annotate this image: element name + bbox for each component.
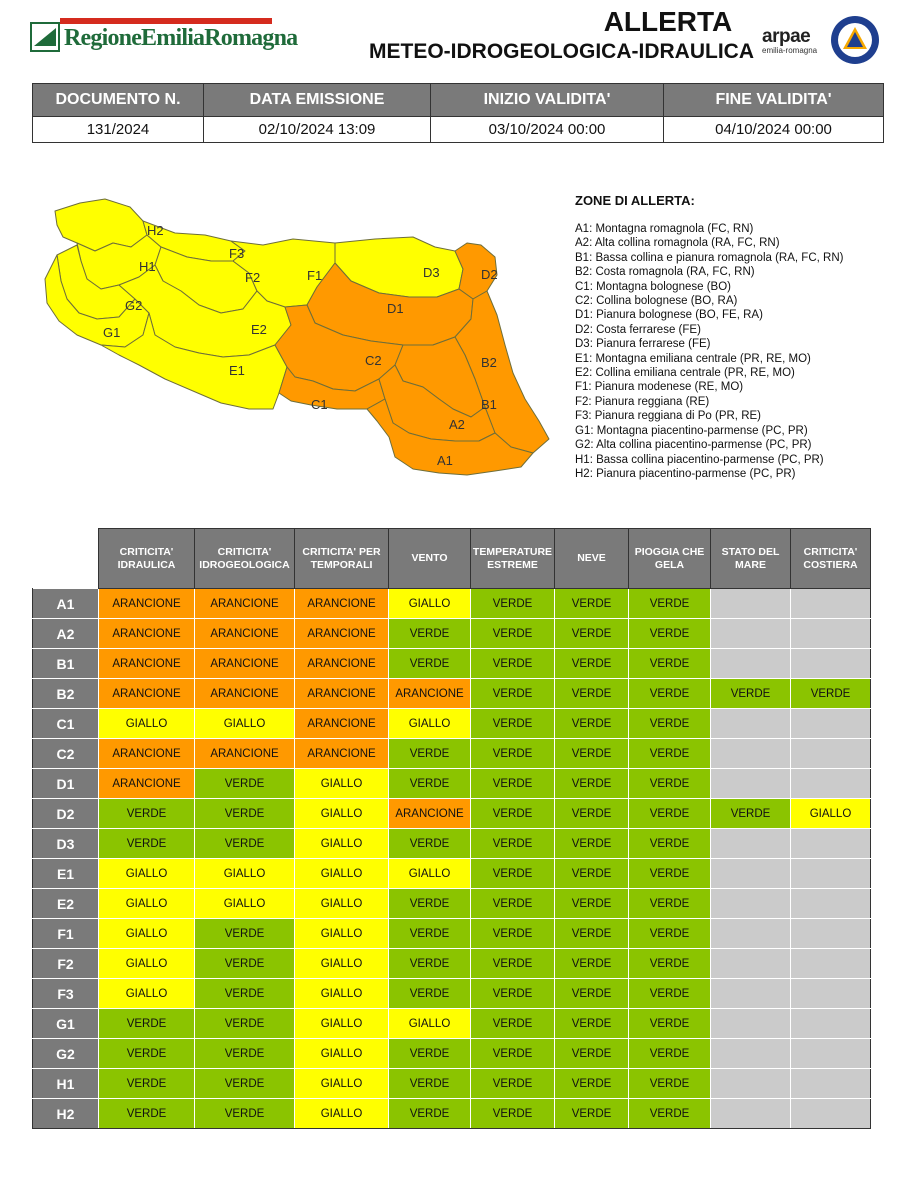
alert-level-cell: VERDE (195, 919, 295, 949)
alert-level-cell: VERDE (555, 889, 629, 919)
alert-level-cell: VERDE (629, 949, 711, 979)
alert-level-cell: VERDE (471, 1039, 555, 1069)
alert-level-cell: VERDE (389, 949, 471, 979)
arpae-logo-text: arpae (762, 26, 811, 47)
alert-level-cell: VERDE (471, 679, 555, 709)
not-applicable-cell (711, 649, 791, 679)
alert-level-cell: GIALLO (389, 1009, 471, 1039)
map-zone-label: F1 (307, 268, 323, 283)
alert-zones-map (35, 195, 560, 480)
zone-code-cell: A1 (33, 589, 99, 619)
alert-level-cell: GIALLO (295, 859, 389, 889)
alert-level-cell: VERDE (555, 799, 629, 829)
table-row (33, 1069, 871, 1099)
column-header: STATO DEL MARE (711, 529, 791, 589)
page-title: ALLERTA (603, 6, 733, 37)
zone-legend-item: A2: Alta collina romagnola (RA, FC, RN) (575, 237, 780, 250)
alert-level-cell: GIALLO (389, 709, 471, 739)
document-header-row (33, 84, 884, 117)
column-header: CRITICITA' IDRAULICA (99, 529, 195, 589)
alert-level-cell: VERDE (555, 1099, 629, 1129)
not-applicable-cell (711, 1039, 791, 1069)
alert-level-cell: VERDE (195, 1039, 295, 1069)
alert-level-cell: VERDE (195, 949, 295, 979)
not-applicable-cell (791, 619, 871, 649)
alert-level-cell: VERDE (389, 649, 471, 679)
alert-level-cell: VERDE (555, 739, 629, 769)
alert-level-cell: VERDE (471, 1009, 555, 1039)
alert-level-cell: VERDE (471, 859, 555, 889)
not-applicable-cell (791, 1039, 871, 1069)
alert-level-cell: GIALLO (99, 859, 195, 889)
map-zone-label: B2 (481, 355, 497, 370)
table-row (33, 739, 871, 769)
alert-level-cell: VERDE (629, 769, 711, 799)
not-applicable-cell (711, 1009, 791, 1039)
document-header-cell: INIZIO VALIDITA' (431, 84, 664, 117)
alert-level-cell: VERDE (629, 649, 711, 679)
column-header: NEVE (555, 529, 629, 589)
table-corner (33, 529, 99, 589)
alert-level-cell: GIALLO (195, 709, 295, 739)
zone-legend-item: B2: Costa romagnola (RA, FC, RN) (575, 266, 755, 279)
alert-level-cell: GIALLO (389, 859, 471, 889)
alert-level-cell: VERDE (471, 919, 555, 949)
not-applicable-cell (791, 949, 871, 979)
alert-level-cell: VERDE (195, 829, 295, 859)
alert-level-cell: VERDE (389, 1069, 471, 1099)
alert-level-cell: VERDE (471, 1069, 555, 1099)
zone-code-cell: E2 (33, 889, 99, 919)
alert-level-cell: GIALLO (99, 709, 195, 739)
zone-code-cell: H1 (33, 1069, 99, 1099)
alert-level-cell: GIALLO (295, 1009, 389, 1039)
not-applicable-cell (711, 739, 791, 769)
alert-level-cell: VERDE (555, 1039, 629, 1069)
map-zone-label: D1 (387, 301, 404, 316)
alert-level-cell: ARANCIONE (389, 799, 471, 829)
document-info-table (32, 83, 884, 143)
arpae-logo (762, 26, 828, 60)
validity-end: 04/10/2024 00:00 (664, 117, 884, 143)
alert-level-cell: VERDE (629, 709, 711, 739)
alert-level-cell: GIALLO (389, 589, 471, 619)
not-applicable-cell (791, 889, 871, 919)
map-zone-label: D2 (481, 267, 498, 282)
column-header: CRITICITA' PER TEMPORALI (295, 529, 389, 589)
table-row (33, 619, 871, 649)
map-zone-h2 (55, 199, 147, 251)
alert-level-cell: VERDE (471, 1099, 555, 1129)
alert-level-cell: ARANCIONE (99, 679, 195, 709)
alert-level-cell: ARANCIONE (99, 589, 195, 619)
alert-level-cell: GIALLO (295, 979, 389, 1009)
alert-level-cell: VERDE (711, 679, 791, 709)
document-header-cell: DATA EMISSIONE (204, 84, 431, 117)
not-applicable-cell (791, 649, 871, 679)
alert-level-cell: VERDE (629, 919, 711, 949)
not-applicable-cell (791, 919, 871, 949)
zone-code-cell: C2 (33, 739, 99, 769)
alert-level-cell: VERDE (389, 919, 471, 949)
not-applicable-cell (791, 769, 871, 799)
zone-code-cell: H2 (33, 1099, 99, 1129)
zones-legend-list (575, 222, 843, 481)
alert-level-cell: GIALLO (295, 949, 389, 979)
alert-level-cell: VERDE (99, 1069, 195, 1099)
alert-level-cell: ARANCIONE (195, 589, 295, 619)
not-applicable-cell (711, 859, 791, 889)
alert-level-cell: VERDE (471, 829, 555, 859)
alert-level-cell: VERDE (389, 889, 471, 919)
map-zone-label: F2 (245, 270, 261, 285)
column-header: CRITICITA' COSTIERA (791, 529, 871, 589)
alert-level-cell: ARANCIONE (195, 619, 295, 649)
zone-legend-item: D1: Pianura bolognese (BO, FE, RA) (575, 309, 763, 322)
alert-level-cell: VERDE (195, 769, 295, 799)
alert-level-cell: ARANCIONE (295, 679, 389, 709)
not-applicable-cell (711, 949, 791, 979)
map-zone-label: D3 (423, 265, 440, 280)
alert-level-cell: VERDE (629, 589, 711, 619)
table-row (33, 919, 871, 949)
not-applicable-cell (711, 619, 791, 649)
alert-level-cell: VERDE (471, 709, 555, 739)
alert-level-cell: VERDE (471, 769, 555, 799)
alert-level-cell: GIALLO (791, 799, 871, 829)
zone-legend-item: D3: Pianura ferrarese (FE) (575, 338, 711, 351)
alert-level-cell: VERDE (555, 919, 629, 949)
not-applicable-cell (791, 859, 871, 889)
not-applicable-cell (711, 979, 791, 1009)
alert-level-cell: GIALLO (99, 979, 195, 1009)
zone-code-cell: G1 (33, 1009, 99, 1039)
table-row (33, 679, 871, 709)
regione-logo-mark-icon (30, 22, 60, 52)
alert-level-cell: VERDE (555, 859, 629, 889)
alert-level-cell: VERDE (555, 709, 629, 739)
column-header: VENTO (389, 529, 471, 589)
column-header: PIOGGIA CHE GELA (629, 529, 711, 589)
table-row (33, 1009, 871, 1039)
alert-level-cell: VERDE (629, 619, 711, 649)
document-header-cell: FINE VALIDITA' (664, 84, 884, 117)
table-row (33, 859, 871, 889)
zone-legend-item: F1: Pianura modenese (RE, MO) (575, 381, 744, 394)
alert-level-cell: VERDE (471, 649, 555, 679)
alert-level-cell: VERDE (99, 1099, 195, 1129)
table-row (33, 709, 871, 739)
alert-level-cell: VERDE (389, 769, 471, 799)
alert-level-cell: ARANCIONE (295, 649, 389, 679)
alert-level-cell: GIALLO (295, 1099, 389, 1129)
zone-legend-item: C2: Collina bolognese (BO, RA) (575, 295, 738, 308)
not-applicable-cell (711, 829, 791, 859)
zone-code-cell: F3 (33, 979, 99, 1009)
alert-level-cell: VERDE (195, 979, 295, 1009)
alert-level-cell: VERDE (99, 799, 195, 829)
map-zone-label: A2 (449, 417, 465, 432)
alert-level-cell: VERDE (195, 799, 295, 829)
zone-legend-item: C1: Montagna bolognese (BO) (575, 280, 731, 293)
alert-level-cell: ARANCIONE (295, 709, 389, 739)
zone-code-cell: F2 (33, 949, 99, 979)
alert-level-cell: VERDE (389, 979, 471, 1009)
alert-level-cell: GIALLO (99, 889, 195, 919)
zone-legend-item: E2: Collina emiliana centrale (PR, RE, MO) (575, 367, 795, 380)
zone-legend-item: G2: Alta collina piacentino-parmense (PC, PR) (575, 439, 812, 452)
zone-code-cell: G2 (33, 1039, 99, 1069)
alert-level-cell: VERDE (629, 1009, 711, 1039)
alert-level-cell: VERDE (555, 589, 629, 619)
alert-level-cell: VERDE (99, 1009, 195, 1039)
alert-level-cell: VERDE (99, 829, 195, 859)
alert-level-cell: ARANCIONE (295, 619, 389, 649)
zone-legend-item: H1: Bassa collina piacentino-parmense (PC, PR) (575, 453, 824, 466)
not-applicable-cell (711, 769, 791, 799)
alert-level-cell: ARANCIONE (389, 679, 471, 709)
map-zone-label: C1 (311, 397, 328, 412)
not-applicable-cell (791, 1069, 871, 1099)
logo-red-bar (60, 18, 272, 24)
not-applicable-cell (711, 1069, 791, 1099)
table-row (33, 889, 871, 919)
alert-level-cell: VERDE (629, 1099, 711, 1129)
zone-code-cell: F1 (33, 919, 99, 949)
zone-code-cell: B2 (33, 679, 99, 709)
map-zone-label: B1 (481, 397, 497, 412)
alert-level-cell: VERDE (471, 949, 555, 979)
alert-level-cell: VERDE (555, 619, 629, 649)
alert-level-cell: ARANCIONE (195, 679, 295, 709)
map-zone-label: A1 (437, 453, 453, 468)
zone-code-cell: B1 (33, 649, 99, 679)
not-applicable-cell (791, 709, 871, 739)
alert-level-cell: GIALLO (295, 829, 389, 859)
not-applicable-cell (791, 979, 871, 1009)
zones-legend-title: ZONE DI ALLERTA: (575, 193, 695, 208)
alert-level-cell: VERDE (711, 799, 791, 829)
arpae-logo-subtext: emilia-romagna (762, 46, 818, 55)
alert-table-header-row (33, 529, 871, 589)
emission-date: 02/10/2024 13:09 (204, 117, 431, 143)
alert-level-cell: VERDE (791, 679, 871, 709)
not-applicable-cell (791, 829, 871, 859)
map-zone-label: E2 (251, 322, 267, 337)
alert-level-cell: VERDE (389, 619, 471, 649)
alert-level-cell: VERDE (195, 1099, 295, 1129)
alert-level-cell: VERDE (629, 799, 711, 829)
zone-code-cell: E1 (33, 859, 99, 889)
alert-level-cell: GIALLO (295, 1069, 389, 1099)
alert-level-cell: VERDE (471, 889, 555, 919)
alert-level-cell: VERDE (471, 799, 555, 829)
alert-level-cell: ARANCIONE (99, 769, 195, 799)
alert-level-cell: VERDE (389, 829, 471, 859)
alert-level-cell: VERDE (629, 859, 711, 889)
alert-level-cell: VERDE (471, 589, 555, 619)
not-applicable-cell (711, 1099, 791, 1129)
alert-levels-table (32, 528, 871, 1129)
not-applicable-cell (711, 919, 791, 949)
zone-legend-item: D2: Costa ferrarese (FE) (575, 323, 701, 336)
alert-level-cell: VERDE (629, 1069, 711, 1099)
table-row (33, 769, 871, 799)
alert-level-cell: VERDE (389, 1099, 471, 1129)
regione-emilia-romagna-logo (30, 18, 298, 54)
map-zone-label: H2 (147, 223, 164, 238)
map-zone-label: H1 (139, 259, 156, 274)
table-row (33, 589, 871, 619)
alert-level-cell: ARANCIONE (195, 649, 295, 679)
alert-level-cell: VERDE (555, 949, 629, 979)
zone-legend-item: G1: Montagna piacentino-parmense (PC, PR) (575, 424, 808, 437)
alert-level-cell: VERDE (195, 1009, 295, 1039)
alert-level-cell: ARANCIONE (195, 739, 295, 769)
alert-level-cell: ARANCIONE (99, 739, 195, 769)
alert-level-cell: ARANCIONE (99, 649, 195, 679)
validity-start: 03/10/2024 00:00 (431, 117, 664, 143)
alert-level-cell: GIALLO (195, 889, 295, 919)
alert-level-cell: GIALLO (99, 919, 195, 949)
not-applicable-cell (711, 889, 791, 919)
alert-level-cell: VERDE (555, 769, 629, 799)
not-applicable-cell (711, 589, 791, 619)
document-number: 131/2024 (33, 117, 204, 143)
zone-code-cell: C1 (33, 709, 99, 739)
alert-level-cell: VERDE (195, 1069, 295, 1099)
table-row (33, 1039, 871, 1069)
document-value-row (33, 117, 884, 143)
alert-level-cell: ARANCIONE (99, 619, 195, 649)
alert-level-cell: VERDE (555, 829, 629, 859)
zone-code-cell: A2 (33, 619, 99, 649)
alert-level-cell: VERDE (629, 739, 711, 769)
map-zone-label: G1 (103, 325, 121, 340)
alert-level-cell: VERDE (629, 679, 711, 709)
zone-legend-item: H2: Pianura piacentino-parmense (PC, PR) (575, 467, 796, 480)
alert-level-cell: VERDE (389, 1039, 471, 1069)
alert-level-cell: VERDE (555, 1069, 629, 1099)
table-row (33, 649, 871, 679)
alert-level-cell: GIALLO (99, 949, 195, 979)
zone-legend-item: F2: Pianura reggiana (RE) (575, 395, 710, 408)
page-subtitle: METEO-IDROGEOLOGICA-IDRAULICA (369, 40, 754, 63)
not-applicable-cell (791, 1009, 871, 1039)
zone-legend-item: F3: Pianura reggiana di Po (PR, RE) (575, 410, 762, 423)
alert-level-cell: GIALLO (295, 769, 389, 799)
alert-level-cell: ARANCIONE (295, 589, 389, 619)
column-header: CRITICITA' IDROGEOLOGICA (195, 529, 295, 589)
document-header-cell: DOCUMENTO N. (33, 84, 204, 117)
alert-level-cell: ARANCIONE (295, 739, 389, 769)
alert-level-cell: VERDE (629, 979, 711, 1009)
alert-level-cell: VERDE (555, 649, 629, 679)
alert-level-cell: GIALLO (195, 859, 295, 889)
zone-legend-item: E1: Montagna emiliana centrale (PR, RE, MO) (575, 352, 811, 365)
map-zone-label: F3 (229, 246, 245, 261)
alert-level-cell: VERDE (629, 1039, 711, 1069)
zone-code-cell: D1 (33, 769, 99, 799)
not-applicable-cell (791, 589, 871, 619)
not-applicable-cell (791, 739, 871, 769)
alert-level-cell: VERDE (471, 619, 555, 649)
regione-logo-text: RegioneEmiliaRomagna (64, 25, 298, 51)
alert-level-cell: VERDE (555, 979, 629, 1009)
alert-level-cell: GIALLO (295, 1039, 389, 1069)
table-row (33, 829, 871, 859)
alert-level-cell: GIALLO (295, 799, 389, 829)
alert-level-cell: VERDE (471, 979, 555, 1009)
alert-level-cell: VERDE (629, 829, 711, 859)
alert-level-cell: GIALLO (295, 919, 389, 949)
alert-level-cell: VERDE (471, 739, 555, 769)
alert-level-cell: GIALLO (295, 889, 389, 919)
map-zone-label: E1 (229, 363, 245, 378)
not-applicable-cell (711, 709, 791, 739)
not-applicable-cell (791, 1099, 871, 1129)
map-zone-label: G2 (125, 298, 143, 313)
zone-code-cell: D3 (33, 829, 99, 859)
alert-level-cell: VERDE (99, 1039, 195, 1069)
zone-code-cell: D2 (33, 799, 99, 829)
alert-level-cell: VERDE (629, 889, 711, 919)
alert-level-cell: VERDE (389, 739, 471, 769)
column-header: TEMPERATURE ESTREME (471, 529, 555, 589)
table-row (33, 799, 871, 829)
zone-legend-item: A1: Montagna romagnola (FC, RN) (575, 223, 754, 235)
protezione-civile-icon (830, 15, 880, 65)
zone-legend-item: B1: Bassa collina e pianura romagnola (RA, FC, RN) (575, 251, 844, 264)
table-row (33, 949, 871, 979)
alert-level-cell: VERDE (555, 679, 629, 709)
alert-level-cell: VERDE (555, 1009, 629, 1039)
map-zone-label: C2 (365, 353, 382, 368)
table-row (33, 979, 871, 1009)
table-row (33, 1099, 871, 1129)
